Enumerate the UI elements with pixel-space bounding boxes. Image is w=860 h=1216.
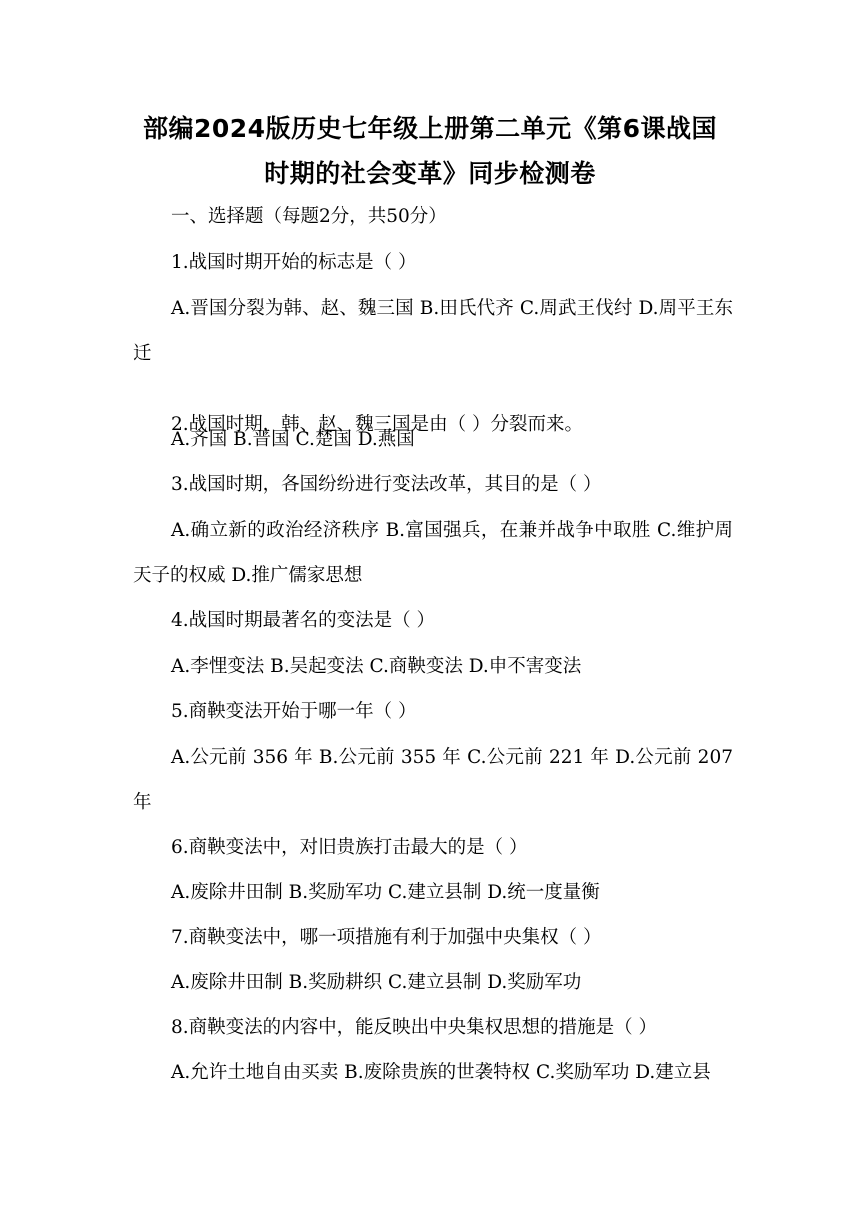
question-options-7: A.废除井田制 B.奖励耕织 C.建立县制 D.奖励军功 xyxy=(171,972,582,993)
question-stem-5: 5.商鞅变法开始于哪一年（ ） xyxy=(171,701,417,722)
question-stem-3: 3.战国时期，各国纷纷进行变法改革，其目的是（ ） xyxy=(171,474,602,495)
question-options-5: A.公元前 356 年 B.公元前 355 年 C.公元前 221 年 D.公元前 207 年 xyxy=(133,747,733,813)
question-stem-1: 1.战国时期开始的标志是（ ） xyxy=(171,252,417,273)
question-options-2: A.齐国 B.晋国 C.楚国 D.燕国 xyxy=(171,429,415,450)
question-stem-7: 7.商鞅变法中，哪一项措施有利于加强中央集权（ ） xyxy=(171,927,602,948)
question-options-4: A.李悝变法 B.吴起变法 C.商鞅变法 D.申不害变法 xyxy=(171,656,582,677)
question-stem-8: 8.商鞅变法的内容中，能反映出中央集权思想的措施是（ ） xyxy=(171,1017,658,1038)
question-options-3: A.确立新的政治经济秩序 B.富国强兵，在兼并战争中取胜 C.维护周天子的权威 D.推广儒家思想 xyxy=(133,520,733,586)
document-title-line-1: 部编2024版历史七年级上册第二单元《第6课战国 xyxy=(143,114,717,143)
question-options-8: A.允许土地自由买卖 B.废除贵族的世袭特权 C.奖励军功 D.建立县 xyxy=(171,1062,711,1083)
question-stem-6: 6.商鞅变法中，对旧贵族打击最大的是（ ） xyxy=(171,837,528,858)
question-options-6: A.废除井田制 B.奖励军功 C.建立县制 D.统一度量衡 xyxy=(171,882,600,903)
section-heading: 一、选择题（每题2分，共50分） xyxy=(171,206,447,227)
question-options-1: A.晋国分裂为韩、赵、魏三国 B.田氏代齐 C.周武王伐纣 D.周平王东迁 xyxy=(133,298,733,364)
question-stem-2: 2.战国时期，韩、赵、魏三国是由（ ）分裂而来。 xyxy=(171,414,584,435)
question-stem-4: 4.战国时期最著名的变法是（ ） xyxy=(171,610,436,631)
document-title-line-2: 时期的社会变革》同步检测卷 xyxy=(264,159,596,188)
